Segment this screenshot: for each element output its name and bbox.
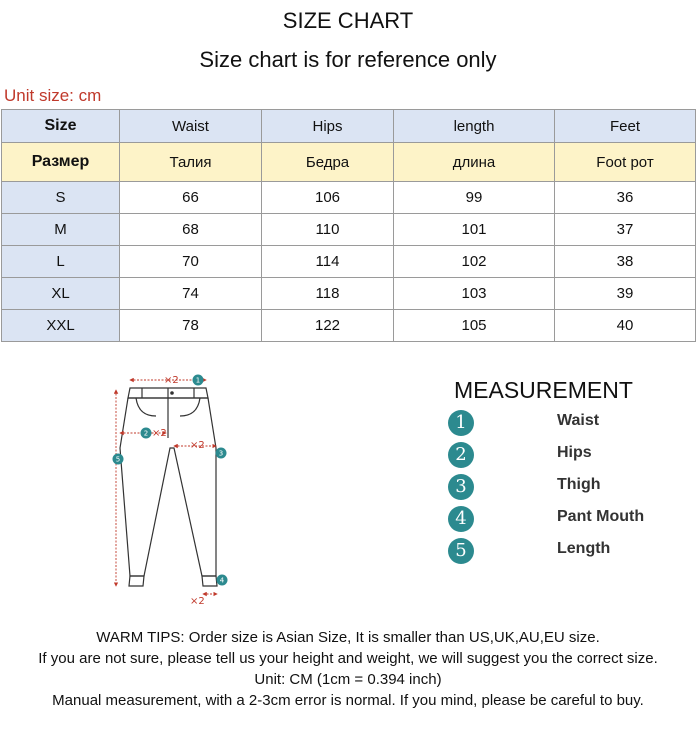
header-cell: длина	[394, 143, 555, 182]
header-cell: Size	[2, 110, 120, 143]
number-3-icon: 3	[448, 474, 474, 500]
length-cell: 102	[394, 246, 555, 278]
hips-cell: 110	[262, 214, 394, 246]
legend-item-thigh	[448, 474, 688, 502]
legend-item-length	[448, 538, 688, 566]
mark-waist: ×2	[164, 375, 179, 386]
legend-item-pant-mouth	[448, 506, 688, 534]
length-cell: 105	[394, 310, 555, 342]
tip-line: WARM TIPS: Order size is Asian Size, It is smaller than US,UK,AU,EU size.	[96, 629, 600, 646]
header-cell: length	[394, 110, 555, 143]
feet-cell: 40	[555, 310, 696, 342]
waist-cell: 66	[120, 182, 262, 214]
feet-cell: 37	[555, 214, 696, 246]
size-table	[1, 109, 696, 342]
svg-text:1: 1	[195, 376, 201, 385]
unit-label: Unit size: cm	[4, 86, 102, 105]
table-row	[2, 310, 696, 342]
header-cell: Размер	[2, 143, 120, 182]
legend-item-hips	[448, 442, 688, 470]
feet-cell: 39	[555, 278, 696, 310]
measurement-title: MEASUREMENT	[454, 377, 633, 403]
svg-text:3: 3	[218, 449, 224, 458]
size-cell: XL	[2, 278, 120, 310]
number-1-icon: 1	[448, 410, 474, 436]
number-5-icon: 5	[448, 538, 474, 564]
pants-diagram	[108, 368, 238, 608]
tip-line: If you are not sure, please tell us your height and weight, we will suggest you the correct size.	[38, 650, 658, 667]
hips-cell: 114	[262, 246, 394, 278]
waist-cell: 70	[120, 246, 262, 278]
page-title: SIZE CHART	[282, 8, 414, 33]
header-cell: Waist	[120, 110, 262, 143]
header-cell: Талия	[120, 143, 262, 182]
measurement-lines	[116, 380, 217, 594]
svg-text:5: 5	[115, 455, 121, 464]
header-row-ru	[2, 143, 696, 182]
legend-label: Waist	[557, 412, 600, 429]
waist-cell: 74	[120, 278, 262, 310]
length-cell: 103	[394, 278, 555, 310]
header-cell: Бедра	[262, 143, 394, 182]
legend-item-waist	[448, 410, 688, 438]
page-subtitle: Size chart is for reference only	[199, 47, 497, 72]
hips-cell: 122	[262, 310, 394, 342]
hips-cell: 106	[262, 182, 394, 214]
warm-tips	[0, 627, 696, 711]
size-cell: L	[2, 246, 120, 278]
size-cell: M	[2, 214, 120, 246]
waist-cell: 78	[120, 310, 262, 342]
tip-line: Manual measurement, with a 2-3cm error is normal. If you mind, please be careful to buy.	[52, 692, 644, 709]
mark-thigh: ×2	[190, 440, 205, 451]
size-cell: XXL	[2, 310, 120, 342]
legend-label: Thigh	[557, 476, 601, 493]
legend-label: Pant Mouth	[557, 508, 645, 525]
svg-text:4: 4	[219, 576, 225, 585]
table-row	[2, 278, 696, 310]
table-row	[2, 246, 696, 278]
numbered-markers	[113, 375, 228, 586]
feet-cell: 36	[555, 182, 696, 214]
length-cell: 99	[394, 182, 555, 214]
table-row	[2, 214, 696, 246]
number-2-icon: 2	[448, 442, 474, 468]
header-cell: Hips	[262, 110, 394, 143]
legend-label: Length	[557, 540, 611, 557]
measurement-marks	[152, 375, 205, 607]
tip-line: Unit: CM (1cm = 0.394 inch)	[254, 671, 442, 688]
pants-outline	[120, 388, 217, 586]
header-row-en	[2, 110, 696, 143]
svg-text:2: 2	[143, 429, 149, 438]
waist-cell: 68	[120, 214, 262, 246]
length-cell: 101	[394, 214, 555, 246]
legend-label: Hips	[557, 444, 592, 461]
feet-cell: 38	[555, 246, 696, 278]
mark-pant-mouth: ×2	[190, 596, 205, 607]
number-4-icon: 4	[448, 506, 474, 532]
header-cell: Foot рот	[555, 143, 696, 182]
mark-hips: ×2	[152, 428, 167, 439]
size-cell: S	[2, 182, 120, 214]
table-row	[2, 182, 696, 214]
hips-cell: 118	[262, 278, 394, 310]
header-cell: Feet	[555, 110, 696, 143]
